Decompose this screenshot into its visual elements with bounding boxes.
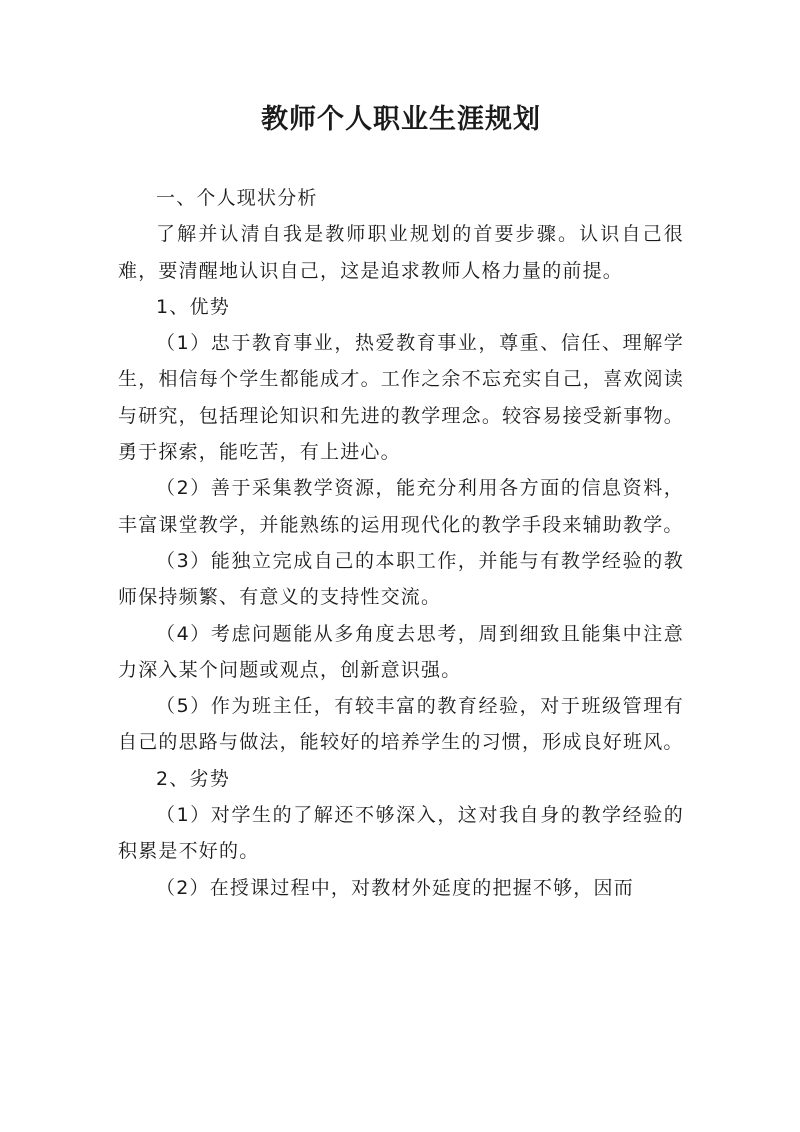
paragraph: （4）考虑问题能从多角度去思考，周到细致且能集中注意力深入某个问题或观点，创新意识强。 [118, 622, 684, 681]
paragraph: （2）在授课过程中，对教材外延度的把握不够，因而 [156, 876, 634, 899]
paragraph: （1）忠于教育事业，热爱教育事业，尊重、信任、理解学生，相信每个学生都能成才。工作之余不忘充实自己，喜欢阅读与研究，包括理论知识和先进的教学理念。较容易接受新事物。勇于探索，能吃苦，有上进心。 [118, 332, 684, 464]
subsection-heading: 2、劣势 [156, 767, 230, 790]
document-body [118, 180, 684, 906]
document-title: 教师个人职业生涯规划 [261, 104, 541, 135]
paragraph: （5）作为班主任，有较丰富的教育经验，对于班级管理有自己的思路与做法，能较好的培养学生的习惯，形成良好班风。 [118, 695, 684, 754]
paragraph: 了解并认清自我是教师职业规划的首要步骤。认识自己很难，要清醒地认识自己，这是追求教师人格力量的前提。 [118, 223, 684, 282]
paragraph: （3）能独立完成自己的本职工作，并能与有教学经验的教师保持频繁、有意义的支持性交流。 [118, 549, 684, 609]
paragraph: （2）善于采集教学资源，能充分利用各方面的信息资料，丰富课堂教学，并能熟练的运用现代化的教学手段来辅助教学。 [118, 477, 684, 536]
section-heading: 一、个人现状分析 [156, 187, 318, 209]
paragraph: （1）对学生的了解还不够深入，这对我自身的教学经验的积累是不好的。 [118, 804, 684, 863]
subsection-heading: 1、优势 [156, 295, 230, 318]
